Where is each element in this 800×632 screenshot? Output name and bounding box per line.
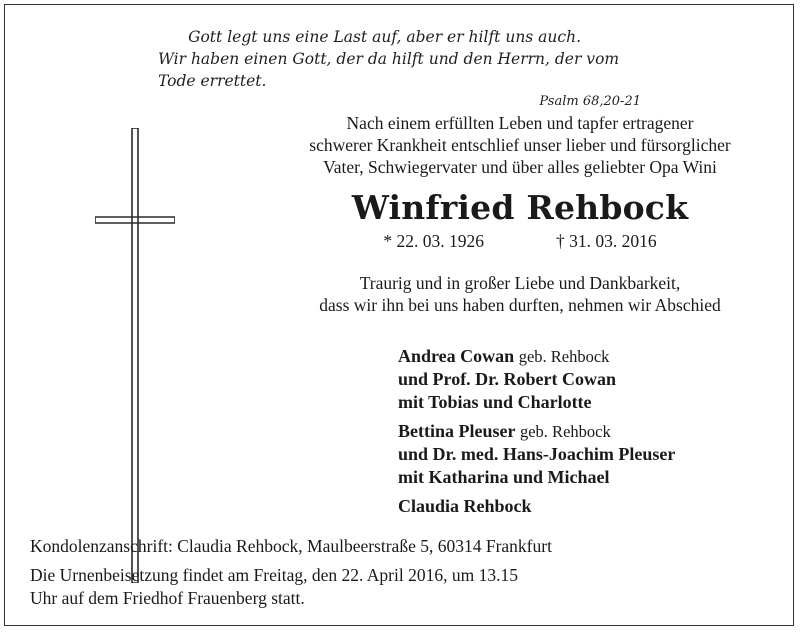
intro-line: schwerer Krankheit entschlief unser lieber und fürsorglicher [309, 135, 731, 155]
family-group [398, 420, 778, 489]
maiden-name: geb. Rehbock [518, 347, 610, 366]
family-line: und Prof. Dr. Robert Cowan [398, 369, 617, 389]
mourning-text [250, 272, 790, 316]
family-group [398, 495, 778, 518]
announcement [250, 112, 790, 316]
maiden-name: geb. Rehbock [519, 422, 611, 441]
family-member-name: Andrea Cowan [398, 346, 515, 366]
mourning-line: dass wir ihn bei uns haben durften, nehmen wir Abschied [319, 295, 721, 315]
family-group [398, 345, 778, 414]
family-line: und Dr. med. Hans-Joachim Pleuser [398, 444, 676, 464]
life-dates [250, 230, 790, 252]
birth-date: * 22. 03. 1926 [383, 231, 484, 251]
intro-line: Vater, Schwiegervater und über alles geliebter Opa Wini [323, 157, 717, 177]
condolence-address: Kondolenzanschrift: Claudia Rehbock, Maulbeerstraße 5, 60314 Frankfurt [30, 536, 552, 556]
family-line: mit Katharina und Michael [398, 467, 610, 487]
family-line: mit Tobias und Charlotte [398, 392, 592, 412]
family-list [398, 345, 778, 524]
bible-verse [140, 26, 640, 112]
verse-line-2: Wir haben einen Gott, der da hilft und den Herrn, der vom Tode errettet. [158, 50, 620, 90]
family-member-name: Bettina Pleuser [398, 421, 516, 441]
intro-line: Nach einem erfüllten Leben und tapfer ertragener [346, 113, 694, 133]
family-member-name: Claudia Rehbock [398, 496, 532, 516]
verse-source: Psalm 68,20-21 [539, 94, 641, 109]
mourning-line: Traurig und in großer Liebe und Dankbarkeit, [359, 273, 681, 293]
deceased-name: Winfried Rehbock [351, 188, 689, 227]
verse-line-1: Gott legt uns eine Last auf, aber er hilft uns auch. [188, 28, 581, 46]
death-date: † 31. 03. 2016 [556, 231, 657, 251]
burial-info: Die Urnenbeisetzung findet am Freitag, den 22. April 2016, um 13.15 Uhr auf dem Friedhof Frauenberg statt. [30, 565, 518, 608]
cross-icon [95, 128, 175, 583]
footer-info [30, 535, 780, 610]
